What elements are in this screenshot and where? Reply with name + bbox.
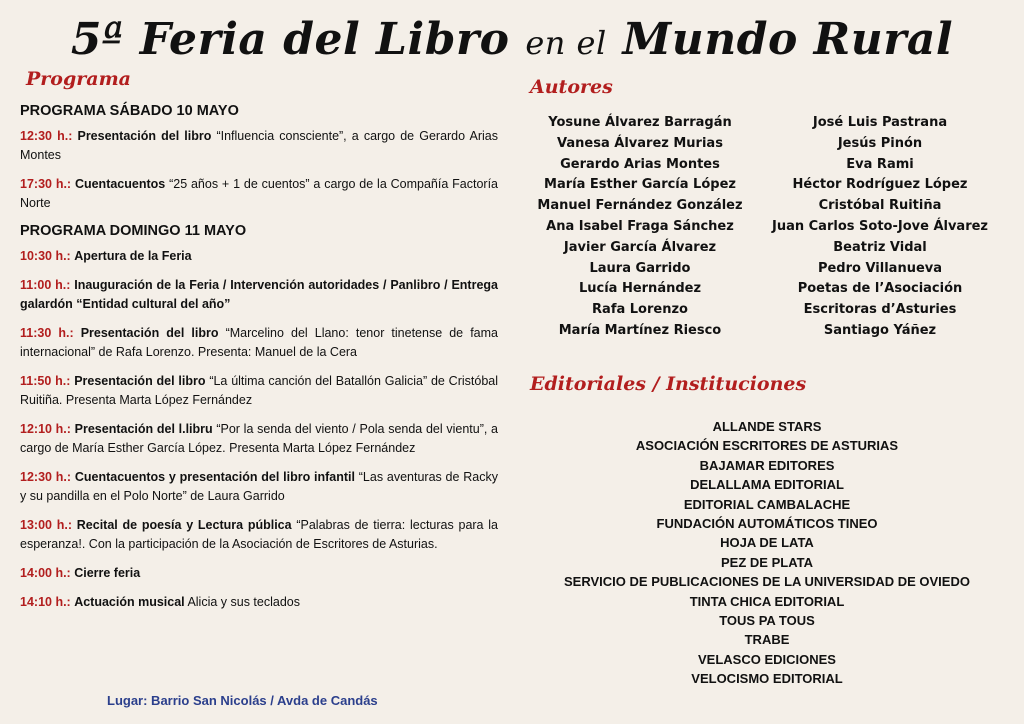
publisher-name: PEZ DE PLATA [721,554,813,570]
author-name: Lucía Hernández [578,281,702,297]
event-title: Recital de poesía y Lectura pública [76,518,292,532]
author-name: Gerardo Arias Montes [560,156,720,172]
event-title: Cuentacuentos [74,177,166,191]
author-name: Escritoras d’Asturies [803,302,957,318]
publisher-name: BAJAMAR EDITORES [699,457,835,473]
author-name: Rafa Lorenzo [592,302,688,318]
event-description: “Palabras de tierra: lecturas para la esperanza!. Con la participación de la Asociación de Escritores de Asturias. [20,518,498,551]
event-title: Inauguración de la Feria / Intervención autoridades / Panlibro / Entrega galardón “Entidad cultural del año” [20,278,498,311]
event-time: 11:50 h.: [20,374,71,388]
event-time: 10:30 h.: [20,249,71,263]
saturday-events [20,127,498,213]
publisher-name: HOJA DE LATA [720,535,814,551]
author-name: Jesús Pinón [837,135,923,151]
event-item [20,372,498,410]
author-name: Vanesa Álvarez Murias [557,135,723,151]
sunday-events [20,247,498,612]
event-item [20,593,498,612]
event-item [20,247,498,266]
programa-section [20,103,498,622]
event-description: “Marcelino del Llano: tenor tinetense de fama internacional” de Rafa Lorenzo. Presenta: Manuel de la Cera [20,326,498,359]
publishers-list [530,417,1004,689]
author-name: Ana Isabel Fraga Sánchez [546,218,734,234]
event-description: “Las aventuras de Racky y su pandilla en el Polo Norte” de Laura Garrido [20,470,498,503]
event-time: 12:10 h.: [20,422,71,436]
event-item [20,420,498,458]
author-name: Beatriz Vidal [833,239,927,255]
event-time: 11:00 h.: [20,278,71,292]
author-name: Yosune Álvarez Barragán [548,115,732,130]
publisher-name: FUNDACIÓN AUTOMÁTICOS TINEO [656,516,878,532]
author-name: María Esther García López [544,177,736,193]
title-main-b: Mundo Rural [622,14,954,65]
author-name: Poetas de l’Asociación [797,281,963,297]
author-name: Héctor Rodríguez López [792,177,968,193]
author-name: Laura Garrido [589,260,691,276]
event-description: “Influencia consciente”, a cargo de Gerardo Arias Montes [20,129,498,162]
event-time: 12:30 h.: [20,129,73,143]
publisher-name: VELOCISMO EDITORIAL [691,671,843,687]
event-time: 13:00 h.: [20,518,72,532]
venue-text: Lugar: Barrio San Nicolás / Avda de Candás [107,693,378,708]
publisher-name: EDITORIAL CAMBALACHE [683,496,851,512]
publisher-name: ALLANDE STARS [712,419,822,434]
page-title [0,14,1024,65]
event-time: 17:30 h.: [20,177,72,191]
publisher-name: TRABE [744,632,790,648]
event-time: 14:10 h.: [20,595,71,609]
author-name: María Martínez Riesco [558,322,722,338]
author-name: Santiago Yáñez [823,322,937,338]
autores-heading: Autores [530,76,613,98]
event-item [20,564,498,583]
author-name: Eva Rami [846,156,914,172]
sunday-heading: PROGRAMA DOMINGO 11 MAYO [20,223,247,239]
publisher-name: TOUS PA TOUS [719,613,815,629]
event-title: Cuentacuentos y presentación del libro infantil [74,470,355,484]
editoriales-heading: Editoriales / Instituciones [530,373,807,395]
event-description: “La última canción del Batallón Galicia” de Cristóbal Ruitiña. Presenta Marta López Fernández [20,374,498,407]
saturday-heading: PROGRAMA SÁBADO 10 MAYO [20,103,239,119]
authors-column-b [762,113,998,342]
event-title: Presentación del libro [80,326,219,340]
publisher-name: ASOCIACIÓN ESCRITORES DE ASTURIAS [635,438,899,454]
event-description: “25 años + 1 de cuentos” a cargo de la Compañía Factoría Norte [20,177,498,210]
author-name: Juan Carlos Soto-Jove Álvarez [772,218,988,234]
event-title: Presentación del libro [77,129,212,143]
event-title: Presentación del libro [74,374,206,388]
event-time: 11:30 h.: [20,326,74,340]
event-title: Actuación musical [74,595,185,609]
event-item [20,516,498,554]
event-title: Presentación del l.libru [74,422,213,436]
event-time: 12:30 h.: [20,470,72,484]
author-name: Pedro Villanueva [817,260,943,276]
event-item [20,175,498,213]
author-name: José Luis Pastrana [812,115,948,130]
author-name: Javier García Álvarez [563,239,717,255]
event-description: Alicia y sus teclados [184,595,300,609]
event-time: 14:00 h.: [20,566,71,580]
author-name: Cristóbal Ruitiña [818,198,942,214]
event-description: “Por la senda del viento / Pola senda del vientu”, a cargo de María Esther García López. Presenta Marta López Fernández [20,422,498,455]
programa-heading: Programa [26,68,131,90]
event-item [20,127,498,165]
event-title: Apertura de la Feria [74,249,192,263]
event-item [20,276,498,314]
title-main-a: 5ª Feria del Libro [70,14,510,65]
publisher-name: TINTA CHICA EDITORIAL [689,593,845,609]
publisher-name: SERVICIO DE PUBLICACIONES DE LA UNIVERSIDAD DE OVIEDO [564,574,970,590]
event-title: Cierre feria [74,566,141,580]
authors-column-a [520,113,760,342]
title-connector: en el [525,24,607,62]
publisher-name: DELALLAMA EDITORIAL [690,477,844,493]
event-item [20,468,498,506]
author-name: Manuel Fernández González [537,198,743,214]
publisher-name: VELASCO EDICIONES [698,651,836,667]
event-item [20,324,498,362]
